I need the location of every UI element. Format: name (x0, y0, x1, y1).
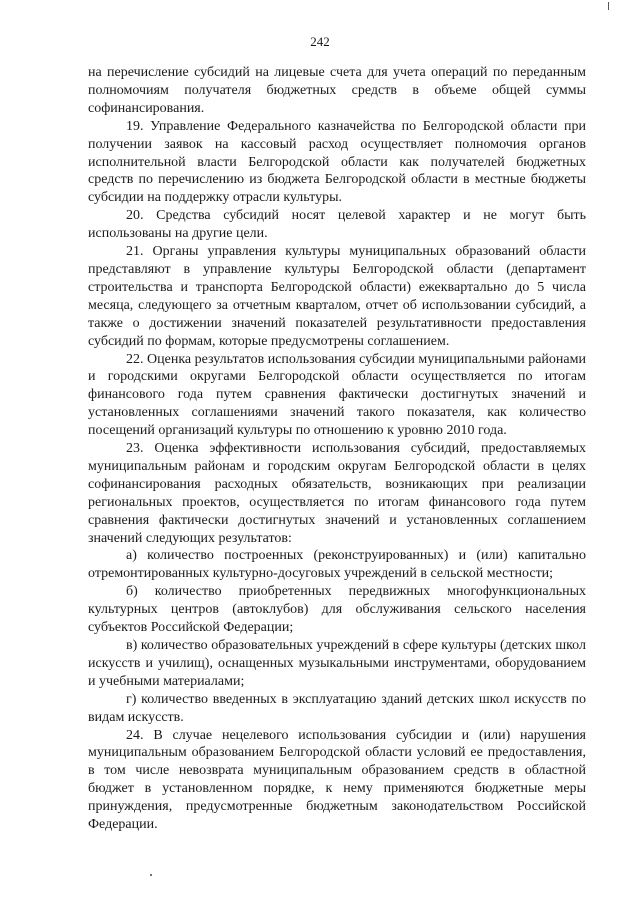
page-number: 242 (310, 34, 330, 49)
paragraph-19: 19. Управление Федерального казначейства по Белгородской области при получении заявок на кассовый расход осуществляет полномочия органов исполнительной власти Белгородской области как получателей бюджетных средств по перечислению из бюджета Белгородской области в местные бюджеты субсидии на поддержку отрасли культуры. (88, 118, 586, 206)
list-item-a: а) количество построенных (реконструированных) и (или) капитально отремонтированных культурно-досуговых учреждений в сельской местности; (88, 548, 586, 582)
paragraph-22: 22. Оценка результатов использования субсидии муниципальными районами и городскими округами Белгородской области осуществляется по итогам финансового года путем сравнения фактически достигнутых значений и установленных соглашениями значений такого показателя, как количество посещений организаций культуры по отношению к уровню 2010 года. (88, 351, 586, 439)
list-item-v: в) количество образовательных учреждений в сфере культуры (детских школ искусств и училищ), оснащенных музыкальными инструментами, оборудованием и учебными материалами; (88, 638, 586, 689)
scan-speck (150, 874, 152, 876)
scan-mark (608, 2, 609, 10)
paragraph-20: 20. Средства субсидий носят целевой характер и не могут быть использованы на другие цели. (88, 208, 586, 242)
paragraph-21: 21. Органы управления культуры муниципальных образований области представляют в управление культуры Белгородской области (департамент строительства и транспорта Белгородской области) ежеквартально до 5 числа месяца, следующего за отчетным кварталом, отчет об использовании субсидий, а также о достижении значений показателей результативности предоставления субсидий по формам, которые предусмотрены соглашением. (88, 244, 586, 349)
paragraph-23: 23. Оценка эффективности использования субсидий, предоставляемых муниципальным районам и городским округам Белгородской области в целях софинансирования расходных обязательств, возникающих при реализации региональных проектов, осуществляется по итогам финансового года путем сравнения фактически достигнутых значений и установленных соглашением значений следующих результатов: (88, 441, 586, 546)
list-item-b: б) количество приобретенных передвижных многофункциональных культурных центров (автоклубов) для обслуживания сельского населения субъектов Российской Федерации; (88, 584, 586, 636)
paragraph-24: 24. В случае нецелевого использования субсидии и (или) нарушения муниципальным образованием Белгородской области условий ее предоставления, в том числе невозврата муниципальным образованием средств в областной бюджет в установленном порядке, к нему применяются бюджетные меры принуждения, предусмотренные бюджетным законодательством Российской Федерации. (88, 727, 586, 833)
document-body (88, 64, 586, 834)
list-item-g: г) количество введенных в эксплуатацию зданий детских школ искусств по видам искусств. (88, 691, 586, 725)
paragraph-continuation: на перечисление субсидий на лицевые счета для учета операций по переданным полномочиям получателя бюджетных средств в объеме общей суммы софинансирования. (88, 65, 586, 116)
